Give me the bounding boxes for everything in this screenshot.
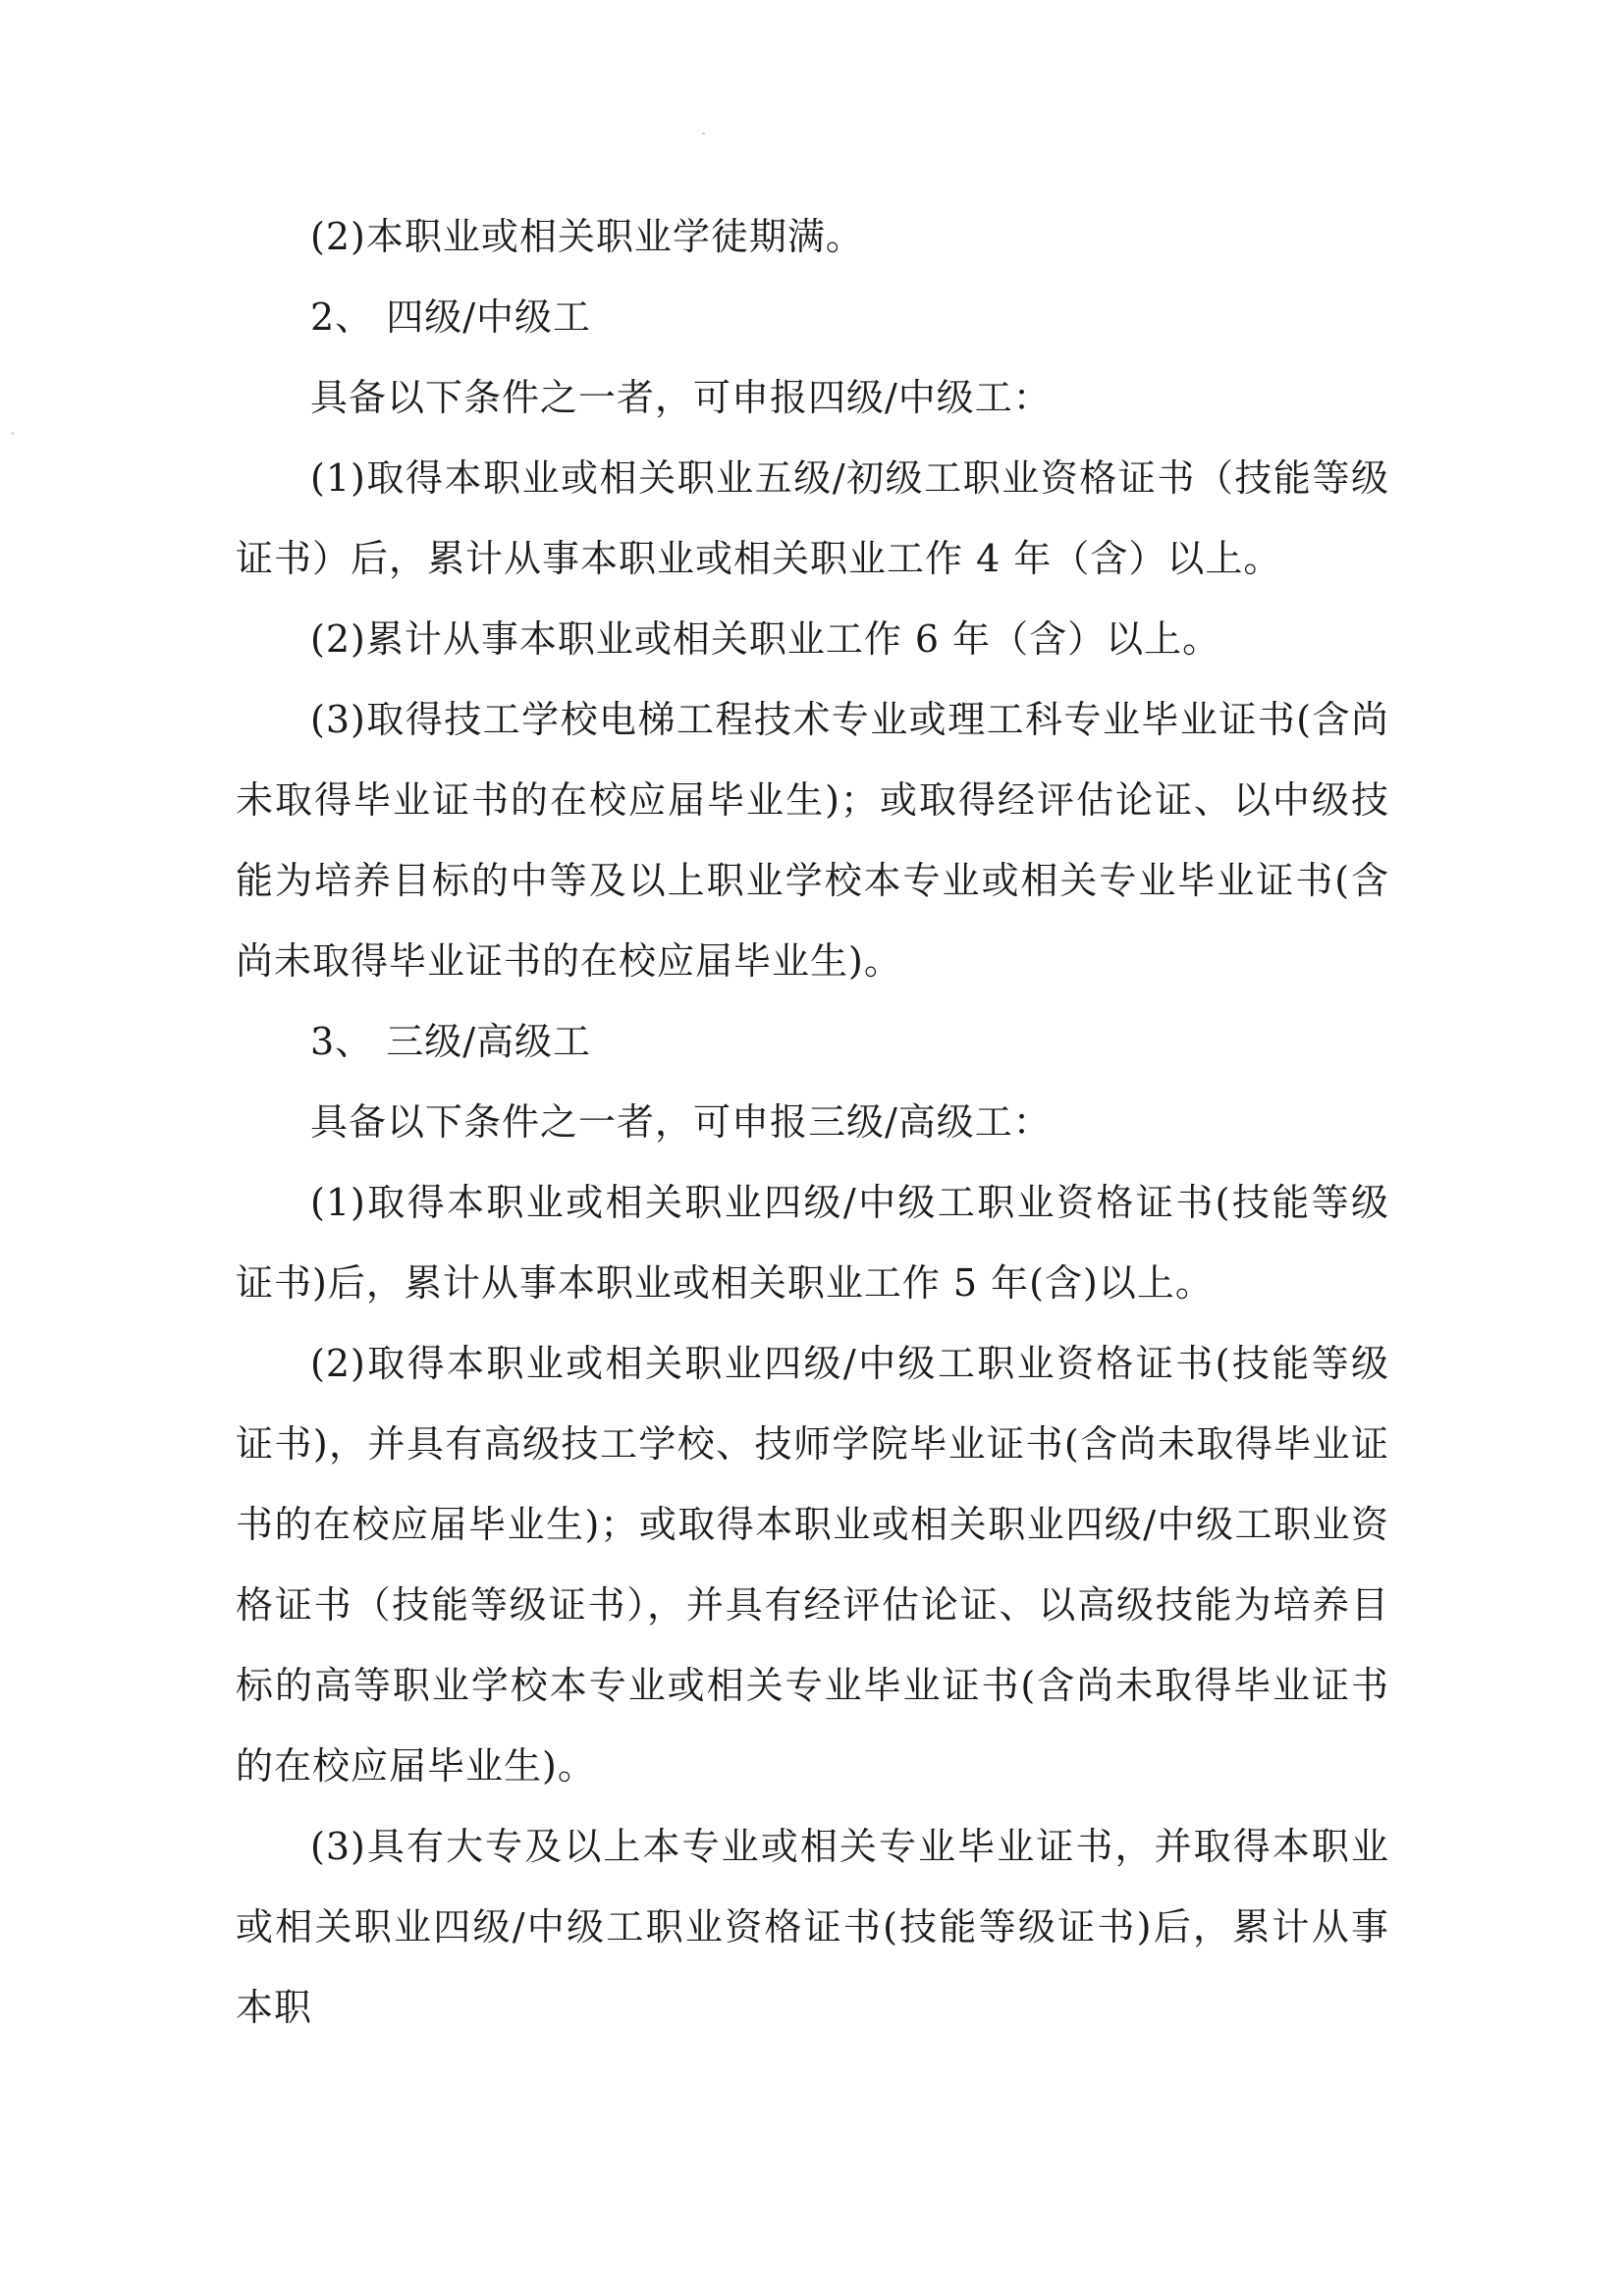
paragraph-level-3-item-1: (1)取得本职业或相关职业四级/中级工职业资格证书(技能等级证书)后，累计从事本职业或相关职业工作 5 年(含)以上。 bbox=[236, 1181, 1389, 1305]
heading-level-4-intermediate: 2、 四级/中级工 bbox=[310, 295, 592, 339]
paragraph-level-3-item-3: (3)具有大专及以上本专业或相关专业毕业证书，并取得本职业或相关职业四级/中级工职业资格证书(技能等级证书)后，累计从事本职 bbox=[236, 1825, 1389, 2029]
scan-speck bbox=[12, 432, 14, 435]
paragraph-level-4-item-3: (3)取得技工学校电梯工程技术专业或理工科专业毕业证书(含尚未取得毕业证书的在校应届毕业生)；或取得经评估论证、以中级技能为培养目标的中等及以上职业学校本专业或相关专业毕业证书(含尚未取得毕业证书的在校应届毕业生)。 bbox=[236, 698, 1389, 983]
paragraph-level-3-item-2: (2)取得本职业或相关职业四级/中级工职业资格证书(技能等级证书)，并具有高级技工学校、技师学院毕业证书(含尚未取得毕业证书的在校应届毕业生)；或取得本职业或相关职业四级/中级工职业资格证书（技能等级证书），并具有经评估论证、以高级技能为培养目标的高等职业学校本专业或相关专业毕业证书(含尚未取得毕业证书的在校应届毕业生)。 bbox=[236, 1342, 1389, 1788]
document-body bbox=[236, 196, 1389, 2048]
paragraph-level-4-intro: 具备以下条件之一者，可申报四级/中级工： bbox=[310, 376, 1052, 419]
paragraph-level-3-intro: 具备以下条件之一者，可申报三级/高级工： bbox=[310, 1100, 1052, 1144]
heading-level-3-advanced: 3、 三级/高级工 bbox=[310, 1020, 592, 1063]
paragraph-level-4-item-2: (2)累计从事本职业或相关职业工作 6 年（含）以上。 bbox=[310, 617, 1221, 661]
paragraph-level-4-item-1: (1)取得本职业或相关职业五级/初级工职业资格证书（技能等级证书）后，累计从事本职业或相关职业工作 4 年（含）以上。 bbox=[236, 456, 1389, 580]
paragraph-apprenticeship: (2)本职业或相关职业学徒期满。 bbox=[310, 215, 864, 258]
scan-speck bbox=[702, 133, 705, 134]
